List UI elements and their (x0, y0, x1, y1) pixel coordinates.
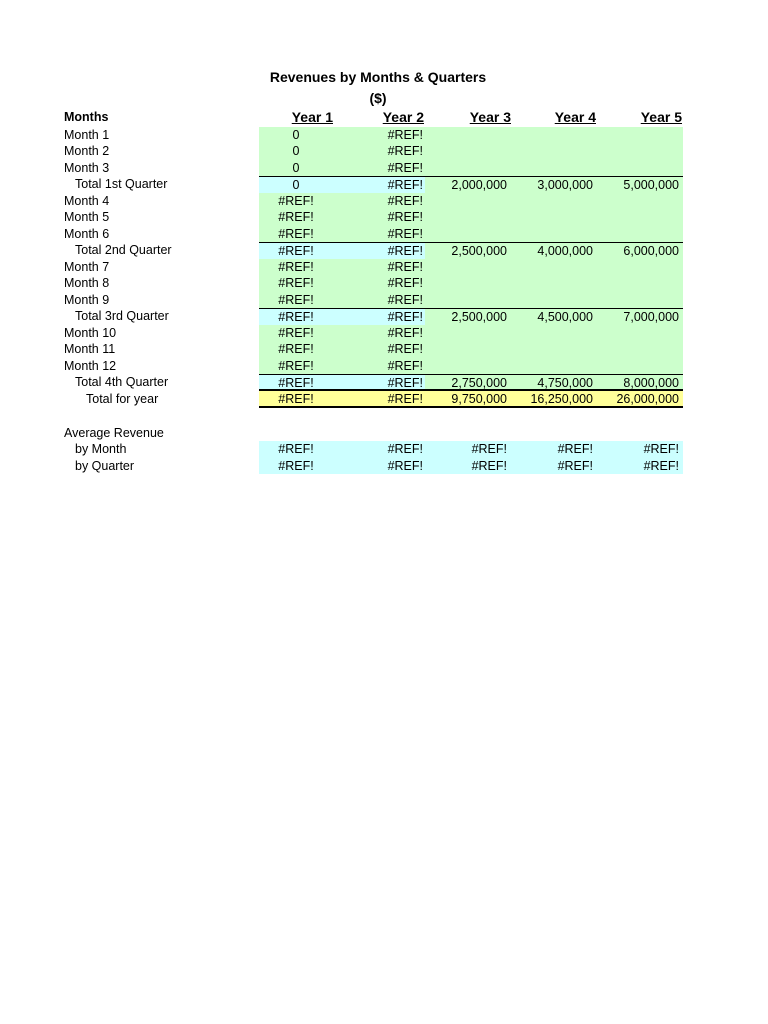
cell[interactable] (512, 209, 597, 226)
cell[interactable]: #REF! (259, 441, 333, 458)
sheet-title: Revenues by Months & Quarters (269, 69, 487, 85)
year-4-header: Year 4 (554, 109, 596, 125)
table-row (0, 275, 768, 292)
cell[interactable] (597, 358, 683, 375)
cell[interactable]: 26,000,000 (597, 391, 683, 408)
cell[interactable]: #REF! (259, 325, 333, 342)
cell[interactable]: 7,000,000 (597, 308, 683, 325)
cell[interactable] (597, 143, 683, 160)
cell[interactable] (597, 325, 683, 342)
cell[interactable]: #REF! (333, 127, 425, 144)
row-label: Month 12 (64, 358, 117, 373)
table-row (0, 325, 768, 342)
cell[interactable] (425, 160, 512, 177)
row-label: Month 10 (64, 325, 117, 340)
header-row (0, 109, 768, 126)
cell[interactable] (425, 358, 512, 375)
row-label: Total 3rd Quarter (75, 309, 169, 323)
cell[interactable]: #REF! (333, 143, 425, 160)
sheet-subtitle: ($) (369, 90, 387, 106)
table-row (0, 358, 768, 375)
cell[interactable]: #REF! (333, 391, 425, 408)
cell[interactable]: #REF! (333, 209, 425, 226)
cell[interactable]: 3,000,000 (512, 176, 597, 193)
cell[interactable] (425, 292, 512, 309)
cell[interactable]: #REF! (512, 458, 597, 475)
cell[interactable]: 0 (259, 160, 333, 177)
cell[interactable]: #REF! (333, 242, 425, 259)
row-label: Total 4th Quarter (75, 375, 169, 389)
row-label: Month 9 (64, 292, 110, 307)
cell[interactable] (512, 275, 597, 292)
cell[interactable]: #REF! (333, 441, 425, 458)
year-3-header: Year 3 (469, 109, 511, 125)
cell[interactable] (597, 127, 683, 144)
year-total-row (0, 391, 768, 408)
cell[interactable] (425, 275, 512, 292)
cell[interactable] (597, 209, 683, 226)
year-2-header: Year 2 (382, 109, 424, 125)
cell[interactable] (425, 341, 512, 358)
cell[interactable]: #REF! (333, 275, 425, 292)
cell[interactable]: #REF! (333, 292, 425, 309)
table-row (0, 292, 768, 309)
cell[interactable]: 2,500,000 (425, 242, 512, 259)
cell[interactable]: #REF! (259, 308, 333, 325)
table-row (0, 341, 768, 358)
row-label: Total for year (86, 392, 159, 406)
cell[interactable]: #REF! (333, 160, 425, 177)
cell[interactable]: #REF! (259, 292, 333, 309)
cell[interactable] (597, 341, 683, 358)
cell[interactable]: #REF! (259, 391, 333, 408)
cell[interactable]: #REF! (259, 226, 333, 243)
cell[interactable] (512, 358, 597, 375)
row-label: Month 1 (64, 127, 110, 142)
row-label: Month 11 (64, 342, 116, 356)
table-row (0, 160, 768, 177)
row-label: Month 4 (64, 193, 110, 208)
cell[interactable] (425, 193, 512, 210)
average-heading-row (0, 425, 768, 442)
cell[interactable]: #REF! (333, 341, 425, 358)
row-label: Month 3 (64, 160, 110, 175)
row-label: Month 8 (64, 276, 110, 290)
row-label: by Quarter (75, 458, 135, 473)
cell[interactable] (425, 209, 512, 226)
cell[interactable]: #REF! (333, 226, 425, 243)
table-row (0, 226, 768, 243)
table-row (0, 127, 768, 144)
cell[interactable]: #REF! (597, 441, 683, 458)
cell[interactable]: #REF! (259, 458, 333, 475)
quarter-total-row (0, 176, 768, 193)
cell[interactable]: 9,750,000 (425, 391, 512, 408)
cell[interactable]: #REF! (333, 374, 425, 391)
cell[interactable]: 5,000,000 (597, 176, 683, 193)
average-revenue-label: Average Revenue (64, 425, 164, 440)
average-by-month-row (0, 441, 768, 458)
cell[interactable] (597, 259, 683, 276)
cell[interactable] (597, 226, 683, 243)
quarter-total-row (0, 374, 768, 391)
cell[interactable]: #REF! (333, 458, 425, 475)
table-row (0, 209, 768, 226)
cell[interactable] (512, 292, 597, 309)
cell[interactable]: 16,250,000 (512, 391, 597, 408)
average-by-quarter-row (0, 458, 768, 475)
cell[interactable] (425, 127, 512, 144)
cell[interactable]: 4,500,000 (512, 308, 597, 325)
year-1-header: Year 1 (291, 109, 333, 125)
row-label: by Month (75, 442, 127, 456)
table-row (0, 143, 768, 160)
row-label: Month 5 (64, 210, 110, 224)
cell[interactable]: #REF! (333, 325, 425, 342)
cell[interactable] (597, 292, 683, 309)
cell[interactable]: 0 (259, 143, 333, 160)
cell[interactable] (425, 325, 512, 342)
table-row (0, 259, 768, 276)
cell[interactable] (425, 259, 512, 276)
row-label: Total 1st Quarter (75, 177, 168, 191)
cell[interactable]: 0 (259, 127, 333, 144)
cell[interactable]: #REF! (259, 259, 333, 276)
cell[interactable]: #REF! (333, 176, 425, 193)
cell[interactable] (512, 341, 597, 358)
cell[interactable]: 8,000,000 (597, 374, 683, 391)
cell[interactable] (512, 143, 597, 160)
row-label: Month 6 (64, 226, 110, 241)
cell[interactable] (597, 275, 683, 292)
cell[interactable]: #REF! (259, 275, 333, 292)
row-label: Month 7 (64, 259, 110, 274)
cell[interactable]: 2,000,000 (425, 176, 512, 193)
row-label: Month 2 (64, 144, 110, 158)
cell[interactable]: 2,750,000 (425, 374, 512, 391)
cell[interactable]: #REF! (333, 308, 425, 325)
cell[interactable] (512, 127, 597, 144)
cell[interactable] (512, 193, 597, 210)
cell[interactable] (425, 226, 512, 243)
quarter-total-row (0, 308, 768, 325)
cell[interactable]: #REF! (333, 358, 425, 375)
year-5-header: Year 5 (640, 109, 682, 125)
cell[interactable]: #REF! (425, 441, 512, 458)
cell[interactable]: #REF! (333, 193, 425, 210)
cell[interactable]: #REF! (259, 209, 333, 226)
cell[interactable]: #REF! (259, 193, 333, 210)
months-header: Months (64, 110, 109, 124)
cell[interactable]: 2,500,000 (425, 308, 512, 325)
cell[interactable] (597, 193, 683, 210)
cell[interactable]: #REF! (512, 441, 597, 458)
cell[interactable]: 4,000,000 (512, 242, 597, 259)
cell[interactable]: 0 (259, 176, 333, 193)
cell[interactable]: #REF! (425, 458, 512, 475)
quarter-total-row (0, 242, 768, 259)
cell[interactable]: #REF! (597, 458, 683, 475)
cell[interactable]: #REF! (333, 259, 425, 276)
cell[interactable]: 4,750,000 (512, 374, 597, 391)
cell[interactable] (512, 226, 597, 243)
cell[interactable] (512, 325, 597, 342)
cell[interactable]: #REF! (259, 341, 333, 358)
cell[interactable] (425, 143, 512, 160)
cell[interactable] (512, 160, 597, 177)
cell[interactable]: 6,000,000 (597, 242, 683, 259)
cell[interactable] (597, 160, 683, 177)
cell[interactable]: #REF! (259, 242, 333, 259)
cell[interactable]: #REF! (259, 358, 333, 375)
row-label: Total 2nd Quarter (75, 243, 172, 257)
cell[interactable]: #REF! (259, 374, 333, 391)
table-row (0, 193, 768, 210)
cell[interactable] (512, 259, 597, 276)
